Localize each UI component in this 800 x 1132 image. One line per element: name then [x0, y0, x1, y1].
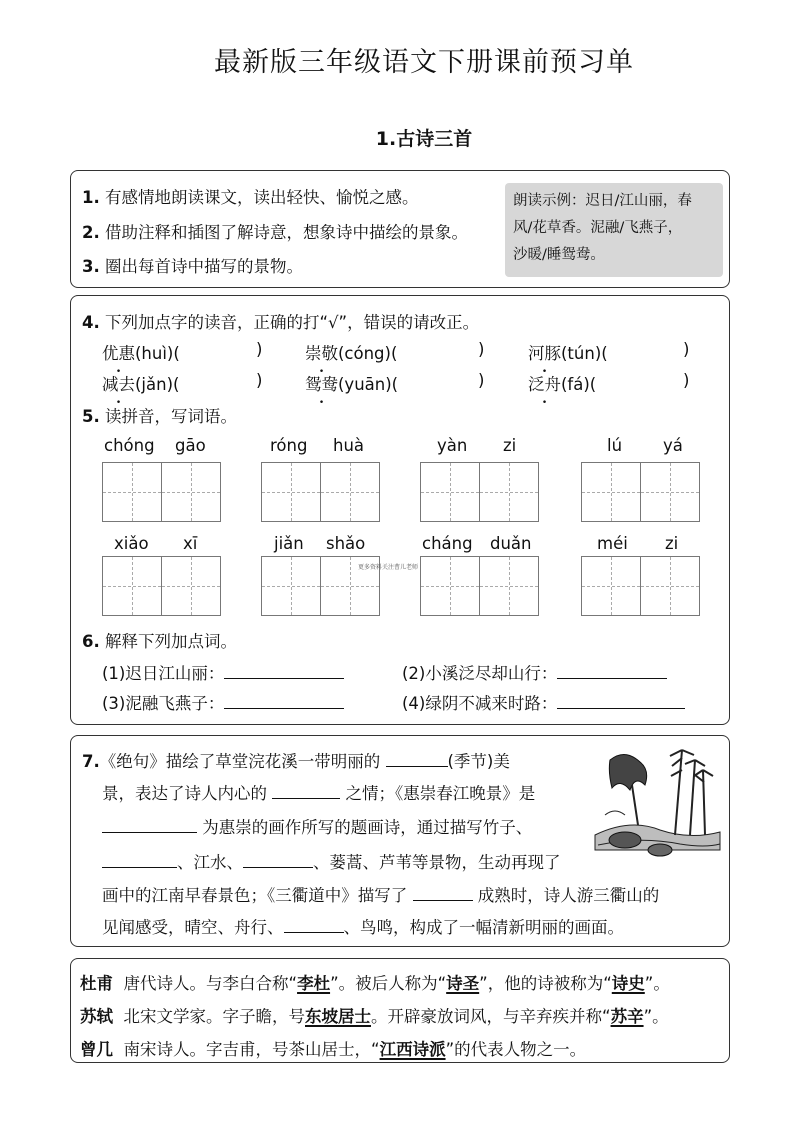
writing-grid[interactable] — [420, 462, 538, 522]
writing-grid[interactable] — [102, 462, 220, 522]
q4-item-1: 优惠(huì)( — [102, 344, 180, 363]
q6-item-4: (4)绿阴不减来时路： — [402, 690, 685, 714]
pinyin: zi — [665, 534, 679, 553]
pinyin: huà — [333, 436, 365, 455]
q4-item-2: 崇敬(cóng)( — [305, 344, 398, 363]
q4-close-2: ) — [478, 340, 485, 359]
pinyin: chóng — [104, 436, 155, 455]
q7-line-4: 、江水、 、蒌蒿、芦苇等景物，生动再现了 — [102, 849, 561, 873]
sample-line: 沙暖/睡鸳鸯。 — [513, 247, 605, 263]
pinyin: cháng — [422, 534, 473, 553]
q4-prompt: 4. 下列加点字的读音，正确的打“√”，错误的请改正。 — [82, 313, 480, 332]
poet-zengji: 曾几 南宋诗人。字吉甫，号茶山居士，“江西诗派”的代表人物之一。 — [80, 1040, 587, 1059]
lesson-title: 1.古诗三首 — [375, 128, 473, 150]
q6-item-2: (2)小溪泛尽却山行： — [402, 660, 667, 684]
q4-close-6: ) — [683, 371, 690, 390]
q6-prompt: 6. 解释下列加点词。 — [82, 632, 237, 651]
q4-close-1: ) — [256, 340, 263, 359]
sample-line: 风/花草香。泥融/飞燕子， — [513, 220, 683, 236]
q4-item-5: 鸳鸯(yuān)( — [305, 375, 399, 394]
writing-grid[interactable] — [581, 556, 699, 616]
pinyin: méi — [597, 534, 628, 553]
landscape-illustration — [590, 740, 725, 862]
q4-close-3: ) — [683, 340, 690, 359]
writing-grid[interactable] — [102, 556, 220, 616]
pinyin: xī — [183, 534, 198, 553]
q5-prompt: 5. 读拼音，写词语。 — [82, 407, 237, 426]
pinyin: duǎn — [490, 534, 532, 553]
task-3: 3. 圈出每首诗中描写的景物。 — [82, 257, 303, 276]
poet-sushi: 苏轼 北宋文学家。字子瞻，号东坡居士。开辟豪放词风，与辛弃疾并称“苏辛”。 — [80, 1007, 669, 1026]
q4-close-5: ) — [478, 371, 485, 390]
pinyin: xiǎo — [114, 534, 149, 553]
pinyin: zi — [503, 436, 517, 455]
q4-item-4: 减去(jǎn)( — [102, 375, 180, 394]
reading-sample — [505, 183, 723, 277]
q7-line-6: 见闻感受，晴空、舟行、 、鸟鸣，构成了一幅清新明丽的画面。 — [102, 918, 624, 937]
pinyin: róng — [270, 436, 308, 455]
q7-line-3: 为惠崇的画作所写的题画诗，通过描写竹子、 — [102, 814, 532, 838]
q4-item-3: 河豚(tún)( — [528, 344, 608, 363]
q4-item-6: 泛舟(fá)( — [528, 375, 597, 394]
writing-grid[interactable] — [420, 556, 538, 616]
pinyin: gāo — [175, 436, 206, 455]
watermark-note: 更多资料关注曹儿老师 — [358, 564, 419, 571]
pinyin: yàn — [437, 436, 468, 455]
q6-item-3: (3)泥融飞燕子： — [102, 690, 344, 714]
sample-line: 朗读示例：迟日/江山丽，春 — [513, 193, 692, 209]
page-title: 最新版三年级语文下册课前预习单 — [214, 47, 634, 78]
q4-close-4: ) — [256, 371, 263, 390]
pinyin: lú — [607, 436, 623, 455]
writing-grid[interactable] — [261, 462, 379, 522]
poet-dufu: 杜甫 唐代诗人。与李白合称“李杜”。被后人称为“诗圣”，他的诗被称为“诗史”。 — [80, 974, 670, 993]
pinyin: shǎo — [326, 534, 366, 553]
task-1: 1. 有感情地朗读课文，读出轻快、愉悦之感。 — [82, 188, 419, 207]
q7-line-1: 7.《绝句》描绘了草堂浣花溪一带明丽的 (季节)美 — [82, 752, 510, 771]
q7-line-5: 画中的江南早春景色；《三衢道中》描写了 成熟时，诗人游三衢山的 — [102, 886, 660, 905]
q7-line-2: 景，表达了诗人内心的 之情；《惠崇春江晚景》是 — [102, 784, 536, 803]
pinyin: jiǎn — [274, 534, 304, 553]
pinyin: yá — [663, 436, 683, 455]
writing-grid[interactable] — [581, 462, 699, 522]
task-2: 2. 借助注释和插图了解诗意，想象诗中描绘的景象。 — [82, 223, 468, 242]
q6-item-1: (1)迟日江山丽： — [102, 660, 344, 684]
